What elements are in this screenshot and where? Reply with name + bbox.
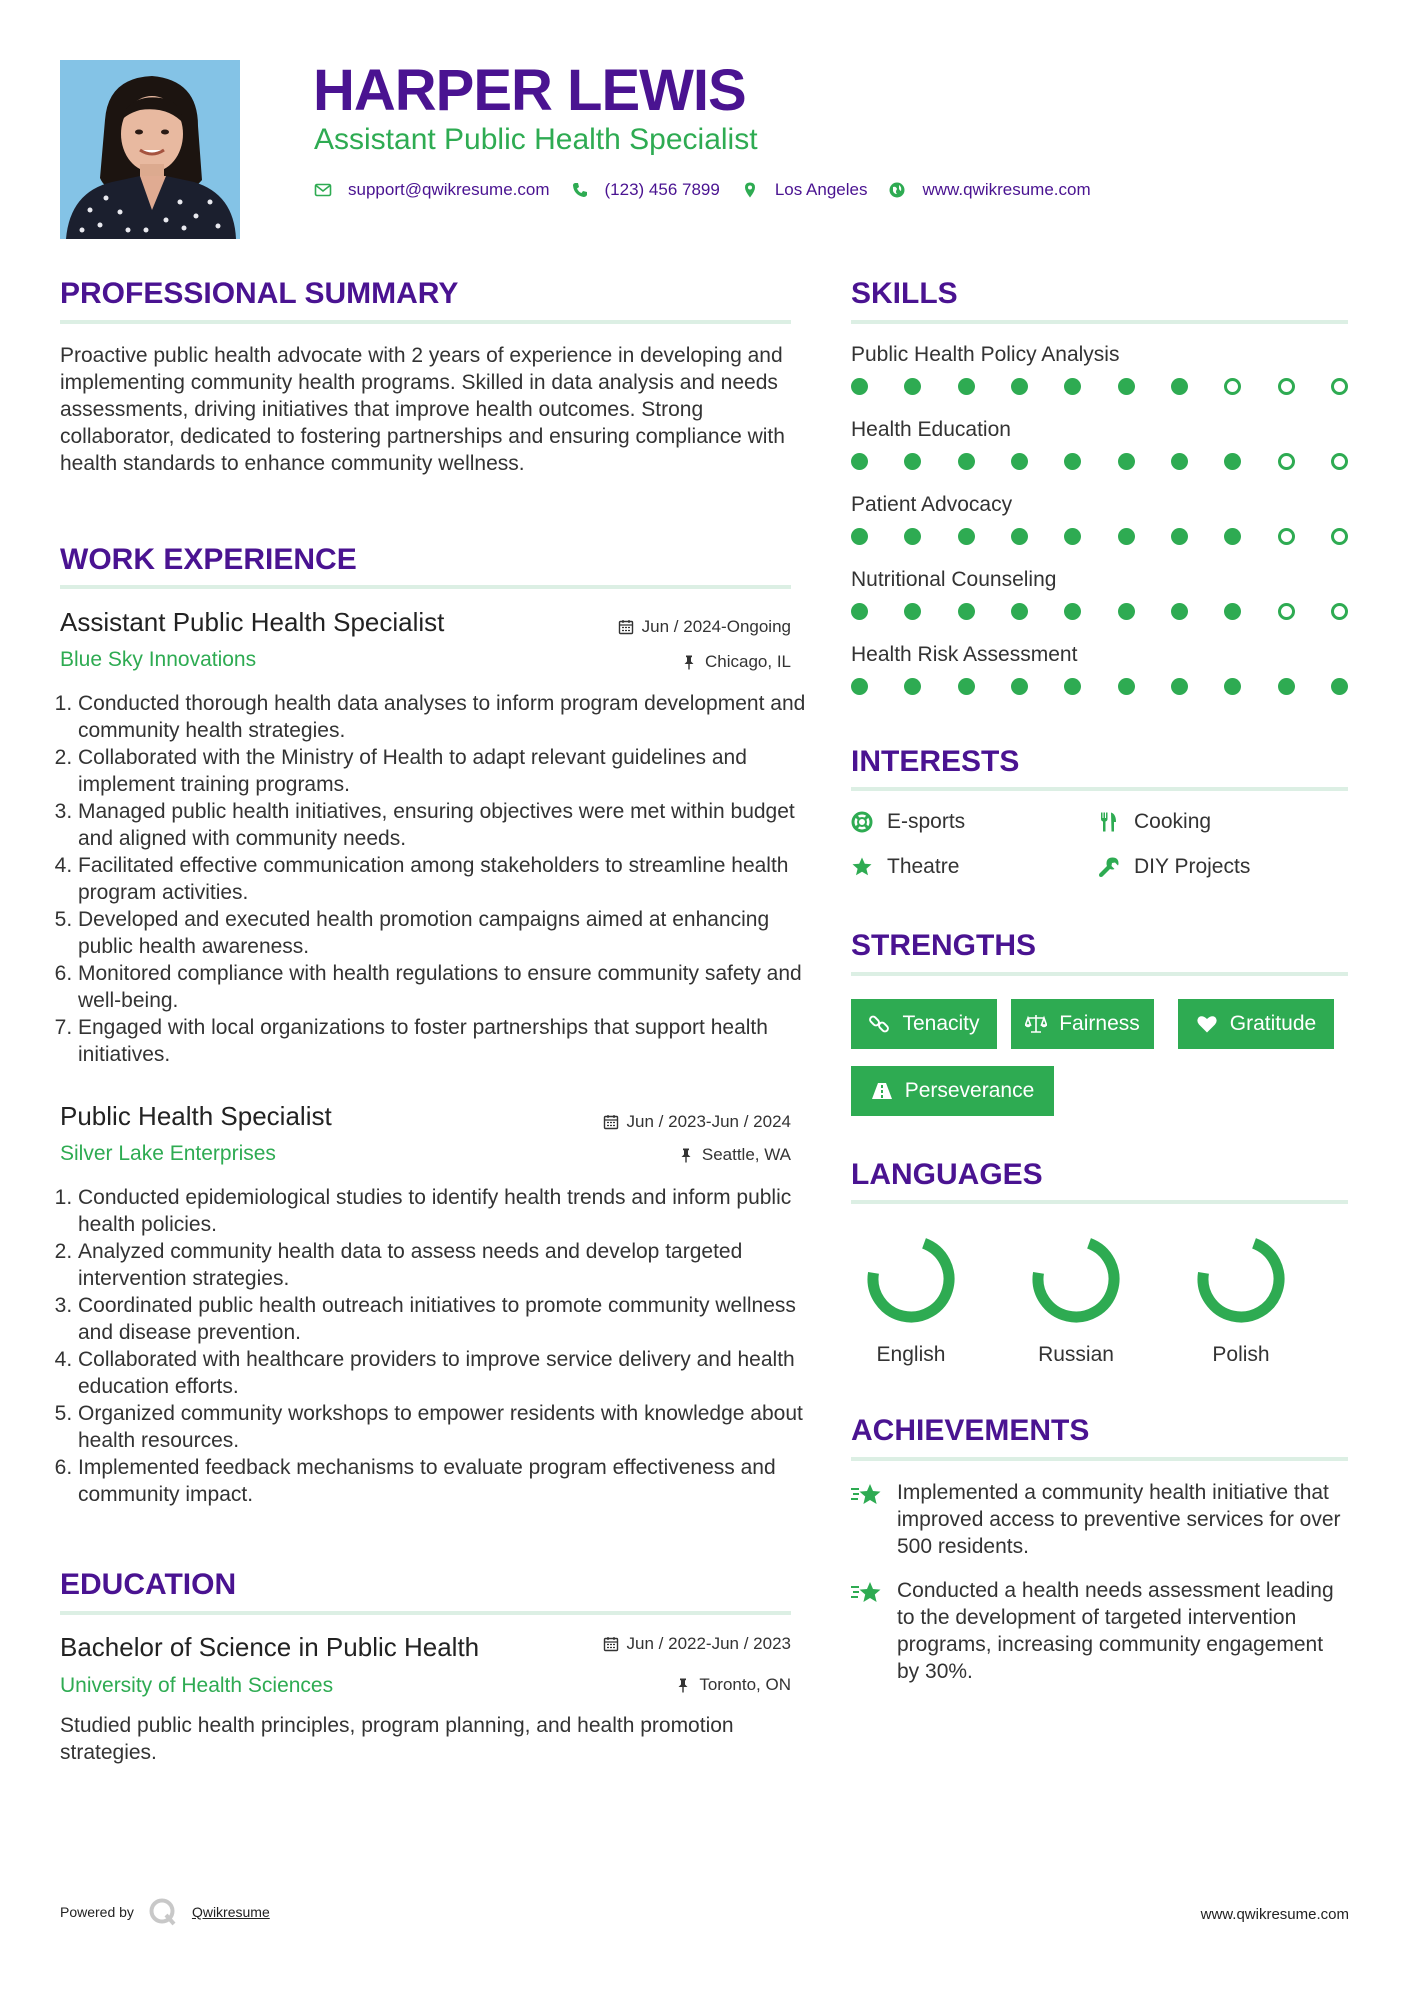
education-school: University of Health Sciences — [60, 1674, 334, 1697]
skill-rating — [851, 528, 1348, 546]
powered-by-label: Powered by — [60, 1904, 134, 1920]
rating-dot-filled — [1224, 603, 1241, 620]
job-1-bullets — [60, 690, 810, 1068]
language-label: English — [876, 1343, 946, 1366]
rating-dot-empty — [1278, 603, 1295, 620]
job-1-location-text: Chicago, IL — [705, 652, 791, 671]
contact-location-text: Los Angeles — [774, 180, 868, 199]
rating-dot-empty — [1278, 378, 1295, 395]
rating-dot-empty — [1278, 528, 1295, 545]
map-pin-icon — [741, 181, 759, 199]
rating-dot-filled — [904, 453, 921, 470]
interest-label: DIY Projects — [1134, 855, 1251, 878]
interest-label: Theatre — [887, 855, 960, 878]
rating-dot-filled — [958, 378, 975, 395]
rating-dot-filled — [1171, 678, 1188, 695]
education-degree: Bachelor of Science in Public Health — [60, 1632, 480, 1662]
contact-email-text: support@qwikresume.com — [348, 180, 550, 199]
contact-row — [314, 178, 1112, 202]
rating-dot-filled — [958, 603, 975, 620]
job-2-dates — [603, 1111, 791, 1133]
list-item: 4. Collaborated with healthcare providers to improve service delivery and health education efforts. — [78, 1346, 810, 1400]
rating-dot-filled — [1011, 678, 1028, 695]
rating-dot-empty — [1331, 453, 1348, 470]
skill-item — [851, 492, 1348, 567]
list-item: 7. Engaged with local organizations to foster partnerships that support health initiatives. — [78, 1014, 810, 1068]
rating-dot-empty — [1224, 378, 1241, 395]
list-item: 5. Developed and executed health promotion campaigns aimed at enhancing public health awareness. — [78, 906, 810, 960]
achievement-item-2 — [851, 1577, 1348, 1685]
skill-item — [851, 342, 1348, 417]
language-item — [1181, 1225, 1301, 1368]
education-divider — [60, 1611, 791, 1615]
rating-dot-filled — [958, 453, 975, 470]
languages-divider — [851, 1200, 1348, 1204]
strength-label: Perseverance — [904, 1079, 1035, 1102]
skill-item — [851, 567, 1348, 642]
rating-dot-filled — [851, 528, 868, 545]
interests-heading: INTERESTS — [851, 745, 1020, 778]
strength-gratitude — [1178, 999, 1334, 1049]
job-2-title: Public Health Specialist — [60, 1101, 332, 1131]
link-icon — [868, 1013, 890, 1035]
rating-dot-filled — [904, 528, 921, 545]
contact-phone[interactable] — [571, 178, 720, 202]
job-2-bullets — [60, 1184, 810, 1508]
list-item: 2. Analyzed community health data to assess needs and develop targeted intervention strategies. — [78, 1238, 810, 1292]
globe-icon — [888, 181, 906, 199]
qwikresume-link[interactable]: Qwikresume — [191, 1904, 270, 1920]
job-2-company: Silver Lake Enterprises — [60, 1142, 276, 1165]
rating-dot-empty — [1331, 378, 1348, 395]
rating-dot-filled — [904, 603, 921, 620]
strength-label: Fairness — [1059, 1012, 1140, 1035]
candidate-name: HARPER LEWIS — [313, 58, 746, 123]
rating-dot-filled — [1118, 453, 1135, 470]
achievement-text: Conducted a health needs assessment leading to the development of targeted intervention programs, increasing community engagement by 30%. — [897, 1579, 1334, 1683]
skill-name: Health Education — [851, 418, 1011, 441]
language-level-arc — [1016, 1225, 1136, 1335]
skill-name: Nutritional Counseling — [851, 568, 1057, 591]
candidate-title: Assistant Public Health Specialist — [314, 123, 758, 156]
pushpin-icon — [675, 1677, 691, 1693]
interests-divider — [851, 787, 1348, 791]
education-dates — [603, 1633, 791, 1655]
interest-esports — [851, 809, 965, 835]
calendar-icon — [603, 1636, 619, 1652]
list-item: 5. Organized community workshops to empower residents with knowledge about health resources. — [78, 1400, 810, 1454]
footer-website[interactable]: www.qwikresume.com — [1200, 1906, 1349, 1923]
rating-dot-filled — [851, 603, 868, 620]
language-arc-stroke — [1203, 1243, 1279, 1317]
rating-dot-filled — [1064, 678, 1081, 695]
job-1-dates-text: Jun / 2024-Ongoing — [641, 617, 791, 636]
rating-dot-filled — [1064, 453, 1081, 470]
rating-dot-filled — [1011, 603, 1028, 620]
rating-dot-filled — [1064, 528, 1081, 545]
rating-dot-filled — [1171, 528, 1188, 545]
rating-dot-filled — [1118, 678, 1135, 695]
skill-rating — [851, 453, 1348, 471]
star-icon — [851, 856, 873, 878]
calendar-icon — [603, 1114, 619, 1130]
profile-photo — [60, 60, 240, 239]
job-2-dates-text: Jun / 2023-Jun / 2024 — [626, 1112, 791, 1131]
list-item: 6. Monitored compliance with health regulations to ensure community safety and well-being. — [78, 960, 810, 1014]
education-dates-text: Jun / 2022-Jun / 2023 — [626, 1634, 791, 1653]
skill-name: Public Health Policy Analysis — [851, 343, 1120, 366]
wrench-icon — [1098, 856, 1120, 878]
rating-dot-empty — [1331, 603, 1348, 620]
qwikresume-logo-icon — [148, 1897, 178, 1927]
skill-rating — [851, 678, 1348, 696]
skills-heading: SKILLS — [851, 277, 958, 310]
achievements-divider — [851, 1457, 1348, 1461]
skill-name: Health Risk Assessment — [851, 643, 1078, 666]
job-1-location — [681, 651, 791, 673]
rating-dot-filled — [904, 678, 921, 695]
rating-dot-filled — [1224, 678, 1241, 695]
rating-dot-filled — [851, 678, 868, 695]
strength-tenacity — [851, 999, 997, 1049]
rating-dot-filled — [1171, 603, 1188, 620]
interest-label: Cooking — [1134, 810, 1212, 833]
skill-rating — [851, 603, 1348, 621]
rating-dot-empty — [1278, 453, 1295, 470]
language-item — [1016, 1225, 1136, 1368]
interest-label: E-sports — [887, 810, 966, 833]
skill-item — [851, 642, 1348, 717]
list-item: 4. Facilitated effective communication among stakeholders to streamline health program activities. — [78, 852, 810, 906]
skills-list — [851, 342, 1348, 717]
job-2-location-text: Seattle, WA — [701, 1145, 791, 1164]
rating-dot-filled — [904, 378, 921, 395]
education-location — [675, 1674, 791, 1696]
strengths-heading: STRENGTHS — [851, 929, 1037, 962]
interest-theatre — [851, 854, 959, 880]
job-2-location — [678, 1144, 791, 1166]
achievements-heading: ACHIEVEMENTS — [851, 1414, 1090, 1447]
pushpin-icon — [678, 1147, 694, 1163]
rating-dot-filled — [1118, 528, 1135, 545]
contact-location — [741, 178, 868, 202]
rating-dot-filled — [1064, 378, 1081, 395]
language-arc-stroke — [873, 1243, 949, 1317]
footer-powered-by — [60, 1897, 270, 1927]
strength-perseverance — [851, 1066, 1054, 1116]
rating-dot-filled — [1011, 378, 1028, 395]
skills-divider — [851, 320, 1348, 324]
rating-dot-filled — [1118, 378, 1135, 395]
trophy-star-icon — [851, 1481, 883, 1509]
summary-divider — [60, 320, 791, 324]
list-item: 1. Conducted thorough health data analyses to inform program development and community health strategies. — [78, 690, 810, 744]
rating-dot-filled — [851, 378, 868, 395]
strengths-divider — [851, 972, 1348, 976]
job-1-dates — [618, 616, 791, 638]
rating-dot-filled — [1011, 453, 1028, 470]
rating-dot-filled — [1224, 453, 1241, 470]
list-item: 2. Collaborated with the Ministry of Health to adapt relevant guidelines and implement training programs. — [78, 744, 810, 798]
summary-heading: PROFESSIONAL SUMMARY — [60, 277, 459, 310]
rating-dot-filled — [1118, 603, 1135, 620]
achievement-text: Implemented a community health initiative that improved access to preventive services for over 500 residents. — [897, 1481, 1341, 1558]
language-level-arc — [851, 1225, 971, 1335]
rating-dot-filled — [1011, 528, 1028, 545]
rating-dot-filled — [1064, 603, 1081, 620]
rating-dot-filled — [958, 528, 975, 545]
list-item: 3. Coordinated public health outreach initiatives to promote community wellness and disease prevention. — [78, 1292, 810, 1346]
envelope-icon — [314, 181, 332, 199]
list-item: 1. Conducted epidemiological studies to identify health trends and inform public health policies. — [78, 1184, 810, 1238]
utensils-icon — [1098, 811, 1120, 833]
rating-dot-filled — [1171, 453, 1188, 470]
road-icon — [871, 1080, 893, 1102]
strength-label: Gratitude — [1229, 1012, 1317, 1035]
languages-row — [851, 1225, 1348, 1375]
work-heading: WORK EXPERIENCE — [60, 543, 357, 576]
rating-dot-filled — [1278, 678, 1295, 695]
rating-dot-filled — [958, 678, 975, 695]
language-level-arc — [1181, 1225, 1301, 1335]
rating-dot-filled — [1331, 678, 1348, 695]
rating-dot-filled — [1171, 378, 1188, 395]
skill-item — [851, 417, 1348, 492]
interest-diy — [1098, 854, 1250, 880]
summary-text: Proactive public health advocate with 2 years of experience in developing and implementing community health programs. Skilled in data analysis and needs assessments, driving initiatives that improve health outcomes. Strong collaborator, dedicated to fostering partnerships and ensuring compliance with health standards to enhance community wellness. — [60, 344, 785, 475]
contact-phone-text: (123) 456 7899 — [604, 180, 720, 199]
strength-fairness — [1011, 999, 1154, 1049]
language-label: Polish — [1212, 1343, 1270, 1366]
language-label: Russian — [1038, 1343, 1114, 1366]
rating-dot-filled — [1224, 528, 1241, 545]
list-item: 3. Managed public health initiatives, ensuring objectives were met within budget and aligned with community needs. — [78, 798, 810, 852]
language-item — [851, 1225, 971, 1368]
trophy-star-icon — [851, 1579, 883, 1607]
languages-heading: LANGUAGES — [851, 1158, 1043, 1191]
contact-website-text: www.qwikresume.com — [922, 180, 1091, 199]
contact-website[interactable] — [888, 178, 1090, 202]
calendar-icon — [618, 619, 634, 635]
skill-name: Patient Advocacy — [851, 493, 1013, 516]
job-1-company: Blue Sky Innovations — [60, 648, 257, 671]
language-arc-stroke — [1038, 1243, 1114, 1317]
education-description: Studied public health principles, program planning, and health promotion strategies. — [60, 1714, 734, 1764]
scale-icon — [1025, 1013, 1047, 1035]
heart-icon — [1196, 1013, 1218, 1035]
rating-dot-filled — [851, 453, 868, 470]
strength-label: Tenacity — [902, 1012, 980, 1035]
phone-icon — [571, 181, 589, 199]
education-location-text: Toronto, ON — [699, 1675, 791, 1694]
contact-email[interactable] — [314, 178, 550, 202]
interest-cooking — [1098, 809, 1211, 835]
rating-dot-empty — [1331, 528, 1348, 545]
education-heading: EDUCATION — [60, 1568, 237, 1601]
work-divider — [60, 585, 791, 589]
skill-rating — [851, 378, 1348, 396]
job-1-title: Assistant Public Health Specialist — [60, 607, 445, 637]
lifebuoy-icon — [851, 811, 873, 833]
list-item: 6. Implemented feedback mechanisms to evaluate program effectiveness and community impact. — [78, 1454, 810, 1508]
achievement-item-1 — [851, 1479, 1348, 1560]
pushpin-icon — [681, 654, 697, 670]
